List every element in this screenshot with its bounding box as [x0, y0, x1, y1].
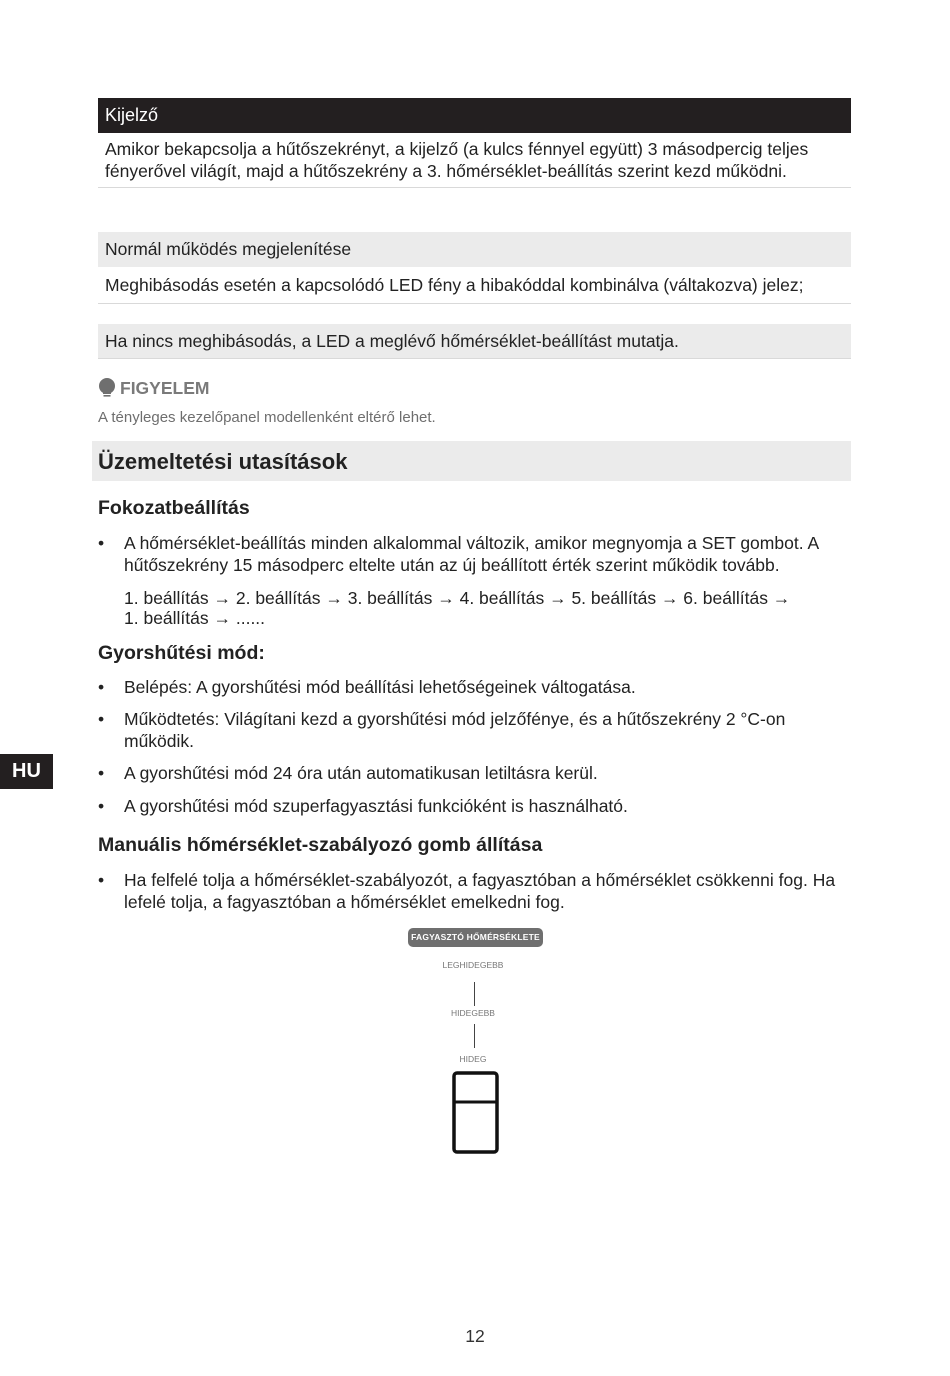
subheading-fast-cool: Gyorshűtési mód:: [98, 642, 265, 664]
bullet-dot: •: [98, 533, 105, 553]
sequence-line: 1. beállítás → 2. beállítás → 3. beállítás → 4. beállítás → 5. beállítás → 6. beállítás →: [124, 588, 791, 608]
level-label-cold: HIDEG: [459, 1054, 487, 1064]
diagram-title: FAGYASZTÓ HŐMÉRSÉKLETE: [408, 928, 543, 947]
bullet-dot: •: [98, 870, 105, 890]
list-item-text: Belépés: A gyorshűtési mód beállítási lehetőségeinek váltogatása.: [124, 677, 636, 697]
subheading-manual: Manuális hőmérséklet-szabályozó gomb állítása: [98, 834, 543, 856]
level-label-colder: HIDEGEBB: [451, 1008, 495, 1018]
divider: [98, 303, 851, 304]
bullet-dot: •: [98, 796, 105, 816]
display-row-fault: Meghibásodás esetén a kapcsolódó LED fény a hibakóddal kombinálva (váltakozva) jelez;: [105, 275, 804, 295]
display-row-no-fault: Ha nincs meghibásodás, a LED a meglévő hőmérséklet-beállítást mutatja.: [98, 324, 851, 359]
bullet-dot: •: [98, 709, 105, 729]
display-intro-text: Amikor bekapcsolja a hűtőszekrényt, a kijelző (a kulcs fénnyel együtt) 3 másodpercig teljes fényerővel világít, majd a hűtőszekrény a 3. hőmérséklet-beállítás szerint kezd működni.: [105, 139, 809, 181]
language-tab: HU: [0, 754, 53, 789]
notice-text: A tényleges kezelőpanel modellenként eltérő lehet.: [98, 409, 436, 426]
fridge-icon: [452, 1071, 499, 1154]
list-item-text: A hőmérséklet-beállítás minden alkalommal változik, amikor megnyomja a SET gombot. A hűtőszekrény 15 másodperc eltelte után az új beállított érték szerint működik tovább.: [124, 533, 819, 575]
bullet-dot: •: [98, 677, 105, 697]
display-row-normal: Normál működés megjelenítése: [98, 232, 851, 267]
level-label-coldest: LEGHIDEGEBB: [442, 960, 504, 970]
level-connector: [474, 982, 475, 1006]
bullet-dot: •: [98, 763, 105, 783]
list-item-text: A gyorshűtési mód szuperfagyasztási funkcióként is használható.: [124, 796, 628, 816]
level-connector: [474, 1024, 475, 1048]
divider: [98, 358, 851, 359]
notice-title: FIGYELEM: [120, 377, 210, 398]
divider: [98, 187, 851, 188]
list-item-text: A gyorshűtési mód 24 óra után automatikusan letiltásra kerül.: [124, 763, 598, 783]
notice-heading: [98, 377, 209, 399]
list-item-text: Ha felfelé tolja a hőmérséklet-szabályozót, a fagyasztóban a hőmérséklet csökkenni fog. Ha lefelé tolja, a fagyasztóban a hőmérséklet emelkedni fog.: [124, 870, 836, 912]
lightbulb-icon: [98, 378, 116, 398]
subheading-gear: Fokozatbeállítás: [98, 497, 250, 519]
sequence-line: 1. beállítás → ......: [124, 608, 266, 628]
section-header-display: Kijelző: [98, 98, 851, 133]
section-title-operation: Üzemeltetési utasítások: [92, 441, 851, 481]
page-number: 12: [465, 1326, 485, 1346]
list-item-text: Működtetés: Világítani kezd a gyorshűtési mód jelzőfénye, és a hűtőszekrény 2 °C-on működik.: [124, 709, 786, 751]
